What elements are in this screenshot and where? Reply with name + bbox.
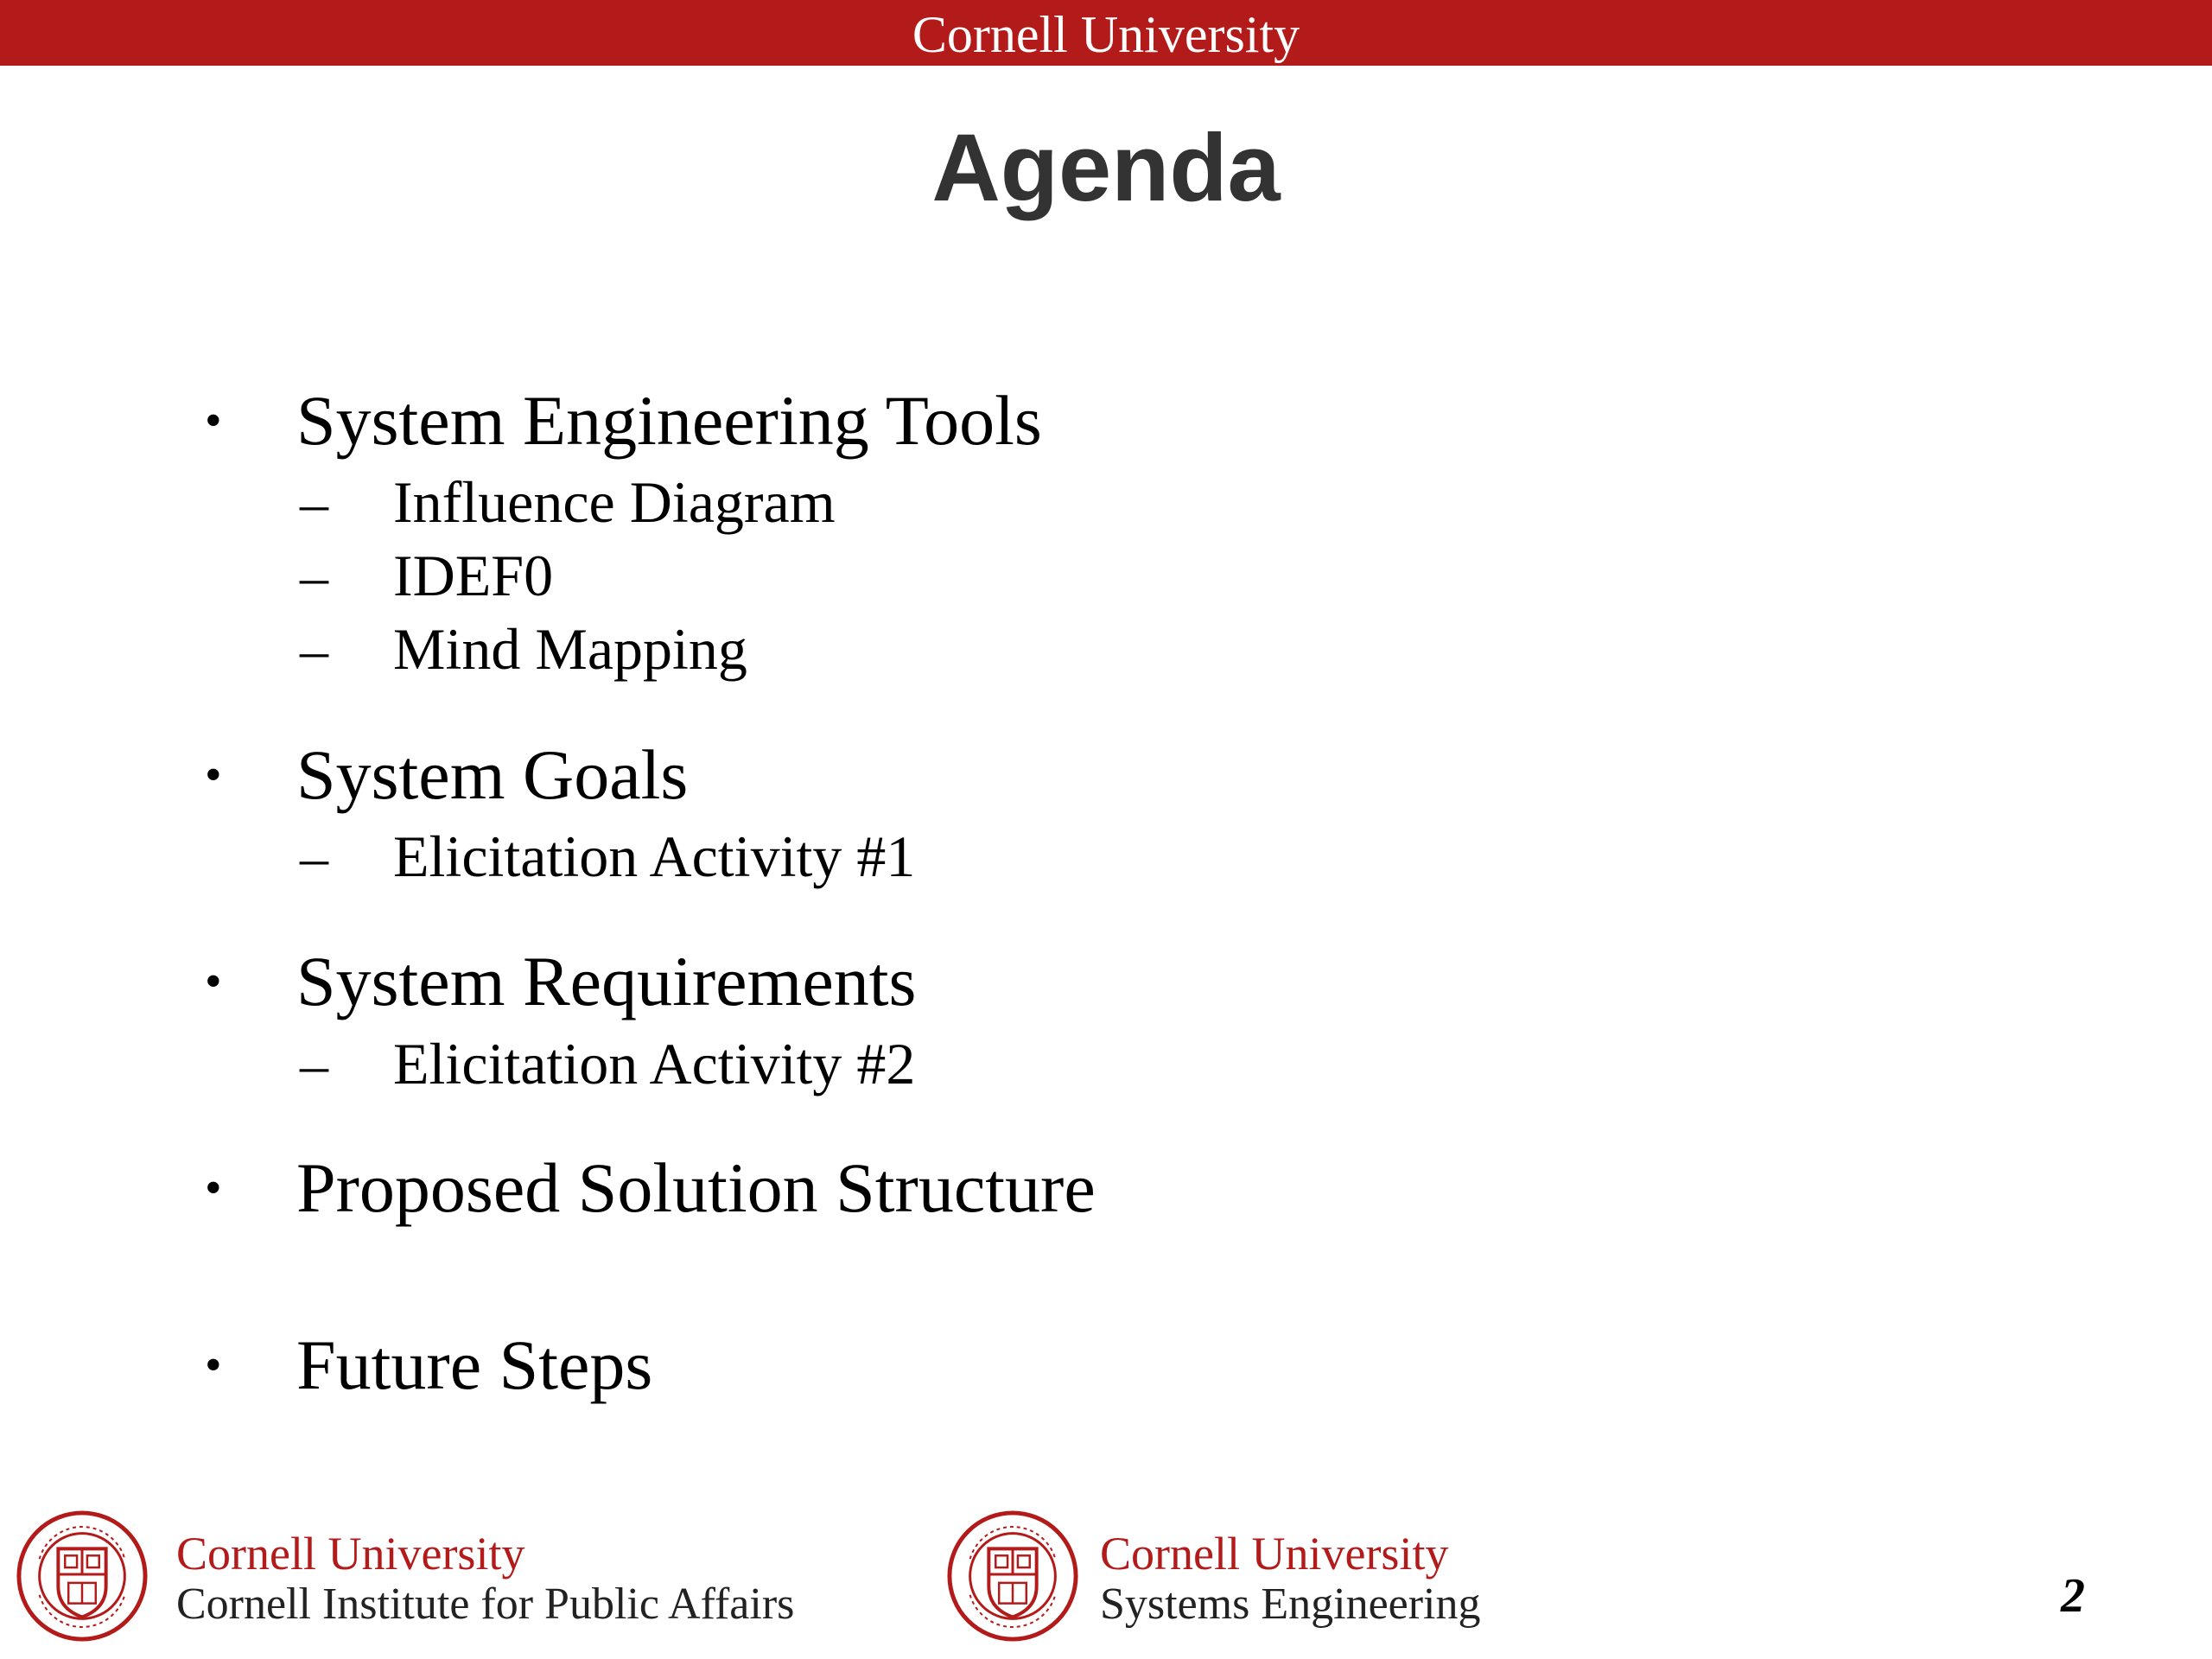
- agenda-item-system-requirements: System Requirements: [296, 942, 917, 1020]
- dash-icon: –: [300, 826, 328, 889]
- bullet-icon: •: [205, 394, 222, 448]
- sub-item-idef0: IDEF0: [393, 543, 554, 608]
- bullet-icon: •: [205, 1338, 222, 1392]
- header-title: Cornell University: [912, 6, 1300, 63]
- footer-department-name: Systems Engineering: [1100, 1580, 1481, 1629]
- dash-icon: –: [300, 1033, 328, 1096]
- agenda-item-proposed-solution-structure: Proposed Solution Structure: [296, 1148, 1096, 1227]
- cornell-seal-icon: [944, 1508, 1081, 1644]
- sub-item-elicitation-activity-2: Elicitation Activity #2: [393, 1031, 916, 1096]
- agenda-item-future-steps: Future Steps: [296, 1325, 653, 1404]
- footer-systems-engineering: [944, 1508, 1808, 1646]
- bullet-icon: •: [205, 955, 222, 1008]
- cornell-seal-icon: [14, 1508, 150, 1644]
- agenda-item-system-goals: System Goals: [296, 735, 689, 814]
- footer-institute-name: Cornell Institute for Public Affairs: [176, 1580, 795, 1629]
- slide-title: Agenda: [931, 115, 1281, 221]
- sub-item-mind-mapping: Mind Mapping: [393, 616, 747, 682]
- page-number: 2: [2061, 1569, 2085, 1623]
- agenda-item-system-engineering-tools: System Engineering Tools: [296, 381, 1042, 460]
- footer-cipa: [14, 1508, 878, 1646]
- dash-icon: –: [300, 545, 328, 608]
- dash-icon: –: [300, 472, 328, 535]
- sub-item-influence-diagram: Influence Diagram: [393, 469, 836, 535]
- footer-university-name: Cornell University: [1100, 1528, 1449, 1580]
- footer-university-name: Cornell University: [176, 1528, 525, 1580]
- bullet-icon: •: [205, 1161, 222, 1215]
- dash-icon: –: [300, 619, 328, 682]
- bullet-icon: •: [205, 748, 222, 802]
- sub-item-elicitation-activity-1: Elicitation Activity #1: [393, 823, 916, 889]
